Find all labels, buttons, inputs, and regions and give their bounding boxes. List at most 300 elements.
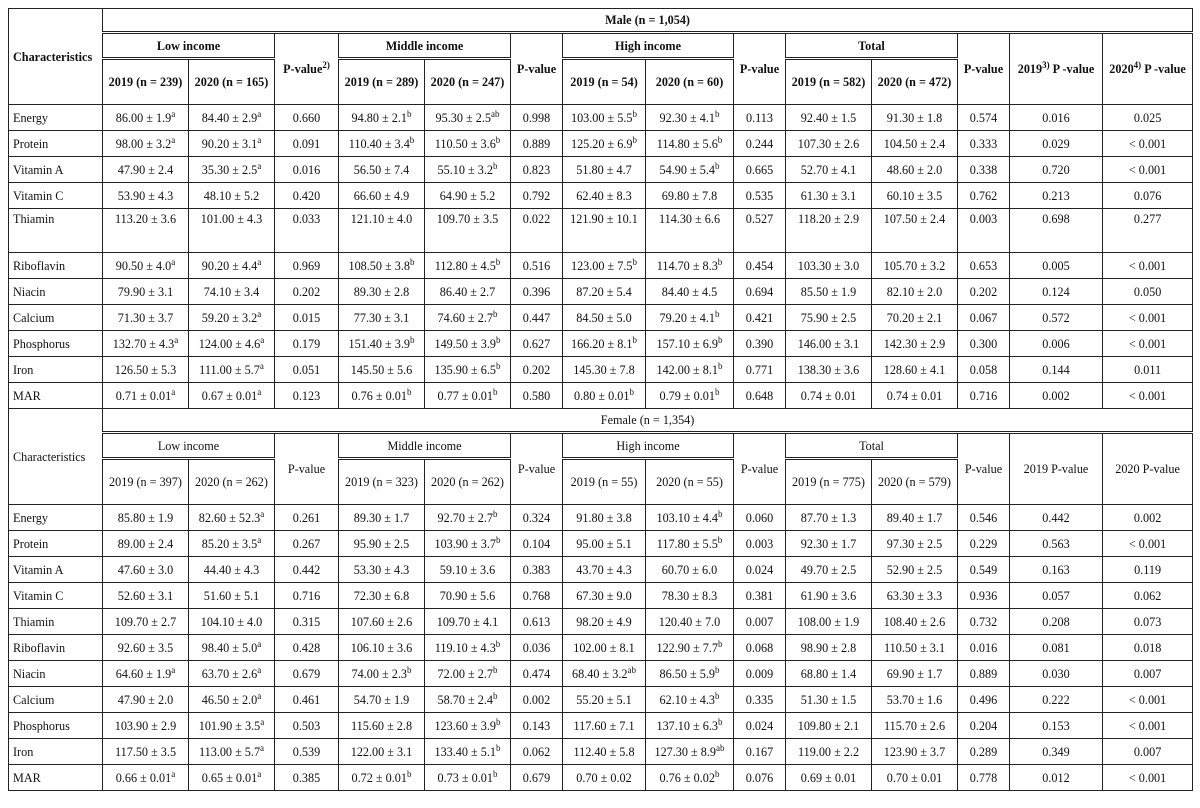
data-cell (646, 505, 734, 531)
table-row (9, 209, 1193, 253)
cell-value: 145.30 ± 7.8 (573, 362, 635, 377)
table-row (9, 383, 1193, 409)
cell-value: 69.80 ± 7.8 (661, 188, 718, 203)
data-cell (646, 157, 734, 183)
data-cell (1010, 739, 1103, 765)
cell-value: 0.050 (1133, 284, 1162, 299)
data-cell (339, 505, 425, 531)
cell-value: 0.012 (1042, 770, 1070, 785)
data-cell (563, 765, 646, 791)
table-row (9, 713, 1193, 739)
cell-value: 89.30 ± 2.8 (353, 284, 410, 299)
cell-value: 0.068 (745, 640, 774, 655)
data-cell (275, 157, 339, 183)
data-cell (425, 253, 511, 279)
significance-marker: ab (627, 664, 636, 675)
data-cell (1103, 383, 1193, 409)
cell-value: 113.00 ± 5.7 (198, 744, 261, 759)
cell-value: 89.30 ± 1.7 (353, 510, 410, 525)
data-cell (425, 765, 511, 791)
data-cell (189, 531, 275, 557)
cell-value: 111.00 ± 5.7 (199, 362, 260, 377)
cell-value: 121.10 ± 4.0 (350, 212, 413, 226)
row-label: Phosphorus (9, 331, 103, 357)
cell-value: 92.70 ± 2.7 (437, 510, 493, 525)
data-cell (103, 331, 189, 357)
year-subheader: 2020 (n = 262) (189, 459, 275, 505)
significance-marker: b (495, 638, 501, 649)
data-cell (425, 157, 511, 183)
significance-marker: b (718, 334, 723, 345)
data-cell (646, 253, 734, 279)
p-value-label: P-value (517, 462, 556, 476)
data-cell (339, 157, 425, 183)
cell-value: 0.496 (969, 692, 998, 707)
cell-value: 0.79 ± 0.01 (659, 388, 715, 403)
data-cell (425, 183, 511, 209)
data-cell (511, 209, 563, 253)
cell-value: 0.335 (745, 692, 774, 707)
cell-value: 74.60 ± 2.7 (437, 310, 493, 325)
data-cell (734, 383, 786, 409)
year-subheader: 2020 (n = 55) (646, 459, 734, 505)
cell-value: 117.80 ± 5.5 (656, 536, 718, 551)
data-cell (275, 557, 339, 583)
data-cell (872, 583, 958, 609)
cell-value: 0.058 (969, 362, 998, 377)
data-cell (425, 557, 511, 583)
cell-value: 122.90 ± 7.7 (656, 640, 719, 655)
year-subheader: 2019 (n = 323) (339, 459, 425, 505)
data-cell (646, 357, 734, 383)
cell-value: 63.30 ± 3.3 (886, 588, 943, 603)
cell-value: 74.00 ± 2.3 (351, 666, 407, 681)
significance-marker: a (257, 664, 262, 675)
table-row (9, 305, 1193, 331)
cell-value: 107.30 ± 2.6 (797, 136, 860, 151)
cell-value: 90.50 ± 4.0 (115, 258, 172, 273)
p-value-label: P-value (964, 462, 1003, 476)
cell-value: 103.90 ± 2.9 (114, 718, 177, 733)
data-cell (563, 557, 646, 583)
data-cell (786, 557, 872, 583)
data-cell (872, 635, 958, 661)
data-cell (103, 183, 189, 209)
table-row (9, 687, 1193, 713)
data-cell (511, 739, 563, 765)
significance-marker: b (492, 664, 498, 675)
data-cell (958, 157, 1010, 183)
data-cell (958, 583, 1010, 609)
data-cell (425, 661, 511, 687)
cell-value: 54.70 ± 1.9 (353, 692, 410, 707)
data-cell (339, 383, 425, 409)
data-cell (958, 713, 1010, 739)
cell-value: 0.277 (1133, 212, 1162, 226)
cell-value: 103.00 ± 5.5 (570, 110, 633, 125)
year-subheader: 2019 (n = 397) (103, 459, 189, 505)
cell-value: 98.40 ± 5.0 (201, 640, 258, 655)
cell-value: 107.50 ± 2.4 (883, 212, 946, 226)
cell-value: 72.00 ± 2.7 (437, 666, 493, 681)
significance-marker: a (174, 334, 179, 345)
data-cell (1010, 505, 1103, 531)
data-cell (1103, 609, 1193, 635)
data-cell (1010, 383, 1103, 409)
data-cell (103, 583, 189, 609)
cell-value: 0.694 (745, 284, 774, 299)
cell-value: 0.036 (522, 640, 551, 655)
data-cell (275, 183, 339, 209)
cell-value: 103.10 ± 4.4 (656, 510, 719, 525)
data-cell (786, 305, 872, 331)
cell-value: 146.00 ± 3.1 (797, 336, 860, 351)
significance-marker: ab (490, 108, 500, 119)
table-row (9, 183, 1193, 209)
cell-value: 0.80 ± 0.01 (574, 388, 630, 403)
significance-marker: b (632, 256, 638, 267)
cell-value: 0.091 (292, 136, 321, 151)
year-subheader: 2019 (n = 54) (563, 59, 646, 105)
data-cell (958, 383, 1010, 409)
data-cell (786, 279, 872, 305)
cell-value: 90.20 ± 4.4 (201, 258, 258, 273)
data-cell (646, 131, 734, 157)
cell-value: 0.771 (745, 362, 774, 377)
data-cell (103, 635, 189, 661)
footnote-marker: 2) (322, 59, 330, 70)
significance-marker: b (492, 508, 498, 519)
cell-value: 0.998 (522, 110, 551, 125)
cell-value: 87.20 ± 5.4 (576, 284, 632, 299)
significance-marker: b (714, 308, 720, 319)
data-cell (339, 713, 425, 739)
cell-value: 62.10 ± 4.3 (659, 692, 715, 707)
data-cell (563, 357, 646, 383)
cell-value: 0.244 (745, 136, 774, 151)
cell-value: 0.503 (292, 718, 321, 733)
cell-value: 0.535 (745, 188, 774, 203)
cell-value: 121.90 ± 10.1 (570, 212, 638, 226)
cell-value: 0.716 (292, 588, 321, 603)
cell-value: 64.60 ± 1.9 (115, 666, 172, 681)
p-value-label: P-value (287, 462, 326, 476)
cell-value: 0.202 (292, 284, 321, 299)
data-cell (189, 635, 275, 661)
data-cell (734, 739, 786, 765)
significance-marker: b (406, 386, 412, 397)
cell-value: 55.20 ± 5.1 (576, 692, 632, 707)
cell-value: 166.20 ± 8.1 (570, 336, 633, 351)
cell-value: 102.00 ± 8.1 (573, 640, 635, 655)
cell-value: 0.119 (1134, 562, 1162, 577)
data-cell (103, 661, 189, 687)
row-label: Phosphorus (9, 713, 103, 739)
cell-value: 0.123 (292, 388, 321, 403)
cell-value: < 0.001 (1128, 310, 1167, 325)
cell-value: 110.50 ± 3.1 (883, 640, 946, 655)
significance-marker: a (260, 742, 265, 753)
significance-marker: a (171, 256, 176, 267)
row-label: Calcium (9, 305, 103, 331)
cell-value: 0.011 (1134, 362, 1162, 377)
cell-value: 0.016 (292, 162, 321, 177)
data-cell (1103, 583, 1193, 609)
cell-value: 0.420 (292, 188, 321, 203)
year-2019-p-value-header (1010, 33, 1103, 105)
data-cell (189, 105, 275, 131)
data-cell (563, 253, 646, 279)
cell-value: 109.80 ± 2.1 (797, 718, 860, 733)
cell-value: 0.454 (745, 258, 774, 273)
cell-value: 128.60 ± 4.1 (883, 362, 946, 377)
row-label: Vitamin A (9, 157, 103, 183)
significance-marker: a (260, 508, 265, 519)
data-cell (339, 531, 425, 557)
data-cell (1010, 331, 1103, 357)
cell-value: 0.77 ± 0.01 (437, 388, 493, 403)
data-cell (425, 131, 511, 157)
data-cell (1010, 635, 1103, 661)
cell-value: 66.60 ± 4.9 (353, 188, 410, 203)
cell-value: 0.546 (969, 510, 998, 525)
cell-value: 0.76 ± 0.02 (659, 770, 715, 785)
row-label: Energy (9, 105, 103, 131)
year-subheader: 2020 (n = 165) (189, 59, 275, 105)
cell-value: 0.69 ± 0.01 (800, 770, 857, 785)
cell-value: 106.10 ± 3.6 (350, 640, 413, 655)
cell-value: 72.30 ± 6.8 (353, 588, 410, 603)
data-cell (734, 609, 786, 635)
significance-marker: b (717, 134, 723, 145)
cell-value: 112.80 ± 4.5 (434, 258, 496, 273)
cell-value: 123.90 ± 3.7 (883, 744, 946, 759)
cell-value: 94.80 ± 2.1 (351, 110, 407, 125)
significance-marker: b (496, 360, 501, 371)
year-subheader: 2019 (n = 55) (563, 459, 646, 505)
cell-value: < 0.001 (1128, 536, 1167, 551)
cell-value: 104.50 ± 2.4 (883, 136, 946, 151)
data-cell (425, 505, 511, 531)
cell-value: 53.90 ± 4.3 (117, 188, 174, 203)
cell-value: 0.163 (1042, 562, 1070, 577)
data-cell (1010, 157, 1103, 183)
cell-value: 0.267 (292, 536, 321, 551)
significance-marker: b (718, 638, 723, 649)
table-row (9, 739, 1193, 765)
data-cell (275, 209, 339, 253)
data-cell (275, 661, 339, 687)
data-cell (425, 739, 511, 765)
cell-value: 0.124 (1042, 284, 1070, 299)
data-cell (958, 305, 1010, 331)
significance-marker: b (629, 386, 634, 397)
year-subheader: 2019 (n = 582) (786, 59, 872, 105)
data-cell (1103, 331, 1193, 357)
cell-value: < 0.001 (1128, 258, 1167, 273)
data-cell (275, 279, 339, 305)
cell-value: 110.50 ± 3.6 (434, 136, 496, 151)
data-cell (275, 687, 339, 713)
data-cell (511, 105, 563, 131)
data-cell (872, 739, 958, 765)
data-cell (189, 131, 275, 157)
cell-value: 142.30 ± 2.9 (883, 336, 946, 351)
data-cell (511, 357, 563, 383)
cell-value: 87.70 ± 1.3 (800, 510, 857, 525)
cell-value: 0.349 (1042, 744, 1070, 759)
cell-value: 109.70 ± 2.7 (114, 614, 177, 629)
data-cell (563, 713, 646, 739)
data-cell (103, 157, 189, 183)
cell-value: 0.648 (745, 388, 774, 403)
p-value-label: P -value (1049, 62, 1095, 76)
female-body (9, 505, 1193, 791)
data-cell (275, 765, 339, 791)
data-cell (189, 209, 275, 253)
cell-value: 82.60 ± 52.3 (198, 510, 261, 525)
row-label: MAR (9, 383, 103, 409)
cell-value: 46.50 ± 2.0 (201, 692, 258, 707)
p-value-label: P-value (516, 62, 557, 76)
cell-value: 51.60 ± 5.1 (203, 588, 260, 603)
significance-marker: b (496, 716, 501, 727)
data-cell (872, 131, 958, 157)
cell-value: 0.006 (1042, 336, 1070, 351)
cell-value: 0.002 (1042, 388, 1070, 403)
cell-value: 109.70 ± 3.5 (436, 212, 499, 226)
data-cell (646, 383, 734, 409)
cell-value: 63.70 ± 2.6 (201, 666, 258, 681)
data-cell (189, 305, 275, 331)
male-header (9, 9, 1193, 105)
data-cell (958, 209, 1010, 253)
data-cell (1010, 279, 1103, 305)
cell-value: 127.30 ± 8.9 (654, 744, 717, 759)
data-cell (1103, 765, 1193, 791)
significance-marker: b (410, 256, 415, 267)
data-cell (734, 183, 786, 209)
data-cell (786, 131, 872, 157)
year-subheader: 2020 (n = 262) (425, 459, 511, 505)
significance-marker: b (632, 108, 638, 119)
characteristics-header: Characteristics (9, 409, 103, 505)
cell-value: 0.067 (969, 310, 998, 325)
year-2020-p-value-header (1103, 33, 1193, 105)
data-cell (103, 131, 189, 157)
cell-value: 0.005 (1042, 258, 1070, 273)
cell-value: 0.549 (969, 562, 998, 577)
data-cell (103, 505, 189, 531)
data-cell (275, 357, 339, 383)
data-cell (103, 253, 189, 279)
data-cell (872, 253, 958, 279)
data-cell (339, 105, 425, 131)
data-cell (275, 331, 339, 357)
data-cell (1010, 183, 1103, 209)
cell-value: 0.889 (969, 666, 998, 681)
data-cell (339, 279, 425, 305)
data-cell (872, 531, 958, 557)
significance-marker: a (257, 534, 262, 545)
significance-marker: b (718, 360, 723, 371)
cell-value: 0.202 (969, 284, 998, 299)
data-cell (189, 383, 275, 409)
cell-value: 101.90 ± 3.5 (198, 718, 261, 733)
data-cell (734, 661, 786, 687)
characteristics-header: Characteristics (9, 9, 103, 105)
significance-marker: b (492, 690, 498, 701)
cell-value: 0.202 (522, 362, 551, 377)
data-cell (1010, 105, 1103, 131)
cell-value: 108.00 ± 1.9 (797, 614, 860, 629)
data-cell (511, 279, 563, 305)
significance-marker: b (406, 768, 412, 779)
data-cell (103, 531, 189, 557)
year-subheader: 2019 (n = 775) (786, 459, 872, 505)
cell-value: 0.062 (522, 744, 551, 759)
cell-value: 0.390 (745, 336, 774, 351)
year-2019-p-value-header: 2019 P-value (1010, 433, 1103, 505)
cell-value: 91.30 ± 1.8 (886, 110, 943, 125)
cell-value: 44.40 ± 4.3 (203, 562, 260, 577)
data-cell (958, 331, 1010, 357)
cell-value: 119.10 ± 4.3 (434, 640, 496, 655)
row-label: Riboflavin (9, 635, 103, 661)
cell-value: 62.40 ± 8.3 (576, 188, 632, 203)
cell-value: 0.679 (292, 666, 321, 681)
cell-value: 101.00 ± 4.3 (200, 212, 263, 226)
data-cell (958, 557, 1010, 583)
data-cell (511, 661, 563, 687)
data-cell (1010, 305, 1103, 331)
cell-value: 0.009 (745, 666, 774, 681)
data-cell (103, 687, 189, 713)
cell-value: 43.70 ± 4.3 (576, 562, 632, 577)
data-cell (563, 635, 646, 661)
data-cell (646, 661, 734, 687)
cell-value: 59.10 ± 3.6 (439, 562, 496, 577)
cell-value: 86.00 ± 1.9 (115, 110, 172, 125)
data-cell (786, 765, 872, 791)
data-cell (563, 279, 646, 305)
data-cell (425, 305, 511, 331)
p-value-header (958, 33, 1010, 105)
data-cell (646, 105, 734, 131)
cell-value: 114.70 ± 8.3 (656, 258, 718, 273)
data-cell (189, 583, 275, 609)
data-cell (1010, 687, 1103, 713)
cell-value: 84.40 ± 4.5 (661, 284, 718, 299)
cell-value: 0.70 ± 0.02 (576, 770, 632, 785)
cell-value: 108.50 ± 3.8 (348, 258, 411, 273)
data-cell (872, 331, 958, 357)
data-cell (1010, 765, 1103, 791)
significance-marker: b (717, 534, 723, 545)
data-cell (786, 635, 872, 661)
data-cell (103, 713, 189, 739)
significance-marker: ab (716, 742, 725, 753)
cell-value: 135.90 ± 6.5 (434, 362, 497, 377)
significance-marker: b (410, 334, 415, 345)
cell-value: 77.30 ± 3.1 (353, 310, 410, 325)
cell-value: < 0.001 (1128, 162, 1167, 177)
cell-value: 0.381 (745, 588, 774, 603)
cell-value: 95.30 ± 2.5 (435, 110, 491, 125)
data-cell (786, 661, 872, 687)
cell-value: 0.539 (292, 744, 321, 759)
table-row (9, 131, 1193, 157)
